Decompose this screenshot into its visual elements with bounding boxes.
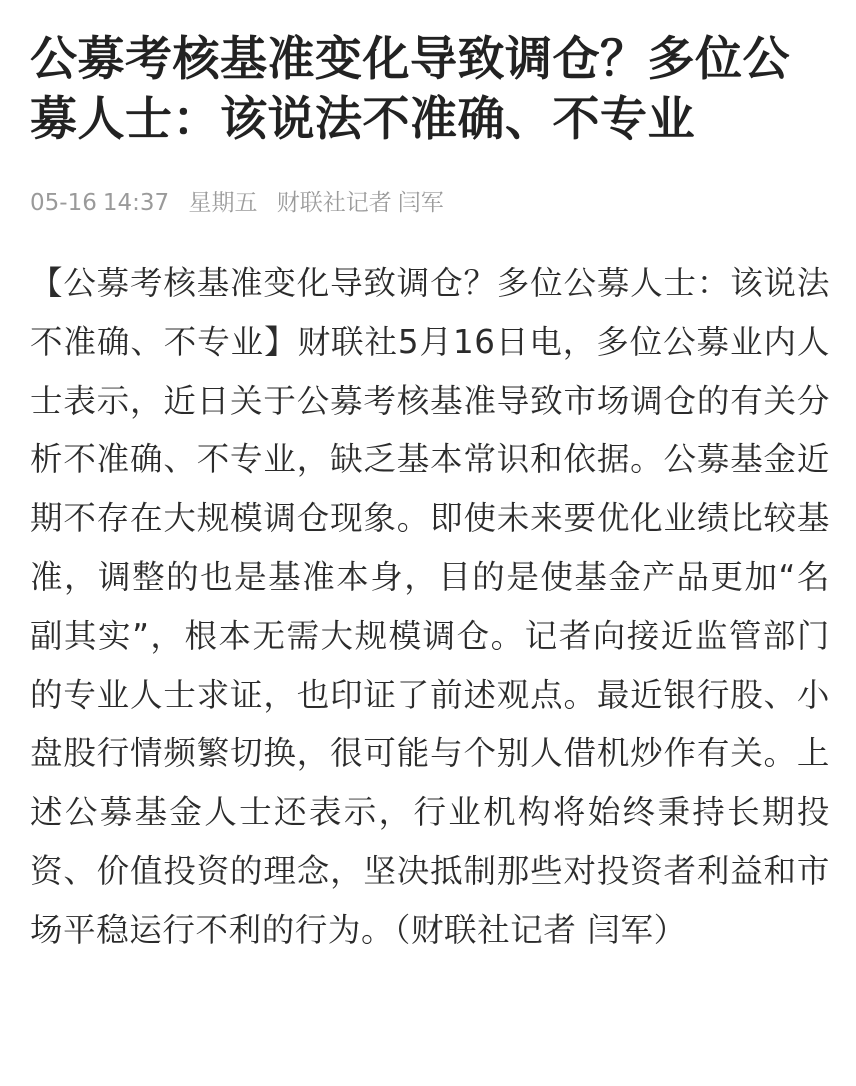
article-source: 财联社记者 (276, 190, 392, 216)
publish-weekday: 星期五 (188, 190, 258, 216)
publish-date-day: 05-16 (30, 190, 97, 216)
article-title: 公募考核基准变化导致调仓？多位公募人士：该说法不准确、不专业 (30, 32, 790, 147)
article-author: 闫军 (397, 190, 444, 216)
publish-time: 14:37 (102, 190, 170, 216)
article-meta (30, 187, 456, 219)
publish-date (30, 190, 169, 216)
article-body: 【公募考核基准变化导致调仓？多位公募人士：该说法不准确、不专业】财联社5月16日电，多位公募业内人士表示，近日关于公募考核基准导致市场调仓的有关分析不准确、不专业，缺乏基本常识和依据。公募基金近期不存在大规模调仓现象。即使未来要优化业绩比较基准，调整的也是基准本身，目的是使基金产品更加“名副其实”，根本无需大规模调仓。记者向接近监管部门的专业人士求证，也印证了前述观点。最近银行股、小盘股行情频繁切换，很可能与个别人借机炒作有关。上述公募基金人士还表示，行业机构将始终秉持长期投资、价值投资的理念，坚决抵制那些对投资者利益和市场平稳运行不利的行为。（财联社记者 闫军） (30, 264, 830, 949)
